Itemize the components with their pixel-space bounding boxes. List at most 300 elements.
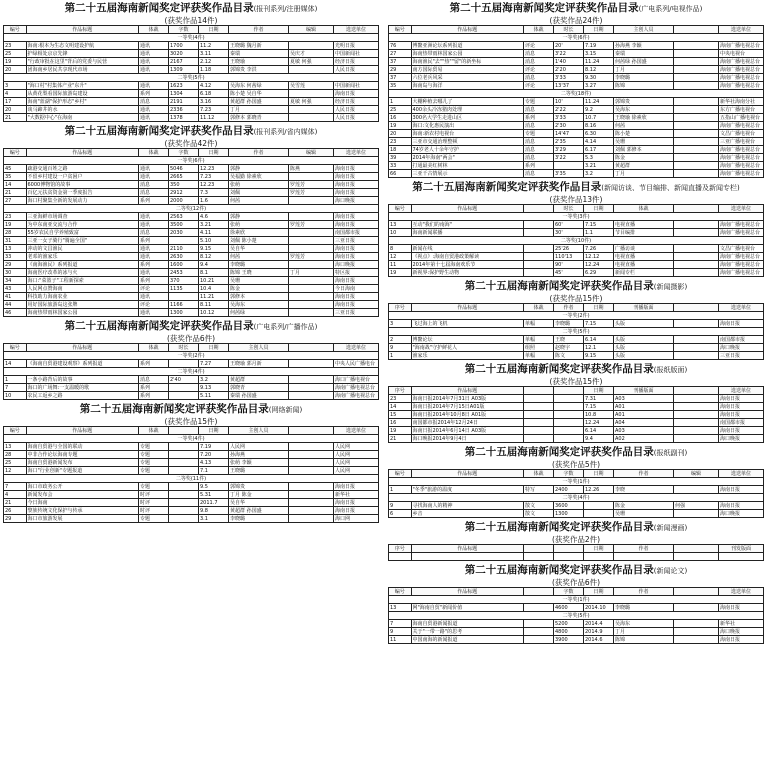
column-header: 刊播版面 (614, 304, 674, 312)
table-cell (554, 553, 584, 561)
table-cell: 2014.4 (584, 620, 614, 628)
table-row (389, 114, 764, 122)
table-cell: 3'33 (554, 114, 584, 122)
table-cell: 8.1 (199, 269, 229, 277)
table-cell (289, 384, 334, 392)
table-row (389, 66, 764, 74)
table-cell: 中非合作论坛海南专题 (26, 451, 139, 459)
table-row (4, 277, 379, 285)
table-row (4, 221, 379, 229)
table-cell: 文昌广播电视台 (719, 130, 764, 138)
table-cell: 通讯 (139, 269, 169, 277)
column-header: 序号 (389, 545, 412, 553)
table-cell: 9 (389, 344, 412, 352)
table-cell: 海南日报 (334, 221, 379, 229)
table-cell: 系列 (139, 90, 169, 98)
column-header (524, 387, 554, 395)
table-cell: 1.18 (199, 66, 229, 74)
section-count: (获奖作品2件) (551, 535, 601, 544)
table-cell (289, 443, 334, 451)
award-table (3, 25, 379, 122)
table-header-row (389, 545, 764, 553)
table-row (389, 320, 764, 328)
table-cell: 王晓璐 魏月新 (229, 42, 289, 50)
table-cell: 1166 (169, 301, 199, 309)
table-cell (169, 293, 199, 301)
table-cell: 5.3 (584, 154, 614, 162)
table-cell: 夏敏 何强 (289, 58, 334, 66)
table-cell: 1.6 (199, 197, 229, 205)
table-cell: 7 (4, 483, 27, 491)
table-cell: 南国都市报 (334, 229, 379, 237)
table-cell: 中国新闻社 (334, 82, 379, 90)
table-cell: 人民网 (334, 467, 379, 475)
table-cell: 黄超群 (229, 376, 289, 384)
table-cell: 3'22 (554, 50, 584, 58)
column-header (524, 588, 554, 596)
column-header: 日期 (584, 545, 614, 553)
table-cell: 4.12 (199, 82, 229, 90)
table-cell: 31 (4, 237, 27, 245)
table-cell: 1623 (169, 82, 199, 90)
table-cell: 4.11 (199, 229, 229, 237)
table-cell: 李晓璐 (614, 74, 674, 82)
table-cell: 三亚千古情展示 (411, 170, 524, 178)
table-cell: 吴雪莲 (289, 82, 334, 90)
table-cell: 网"海南自贸"新闻价值 (411, 604, 524, 612)
table-cell: 丁月 (614, 170, 674, 178)
table-cell: 消息 (524, 122, 554, 130)
table-row (389, 42, 764, 50)
table-cell: 43 (4, 285, 27, 293)
table-cell: 海南广播电视总台 (719, 162, 764, 170)
table-cell: 评论 (524, 66, 554, 74)
table-cell (554, 395, 584, 403)
table-cell: 消息 (139, 181, 169, 189)
table-cell (289, 459, 334, 467)
table-cell: 黄超群 (614, 162, 674, 170)
table-cell: 单幅 (524, 352, 554, 360)
table-cell: 海南广播电视总台 (719, 154, 764, 162)
column-header: 作品标题 (411, 205, 524, 213)
table-cell (674, 98, 719, 106)
table-cell: 3900 (554, 636, 584, 644)
table-row (389, 245, 764, 253)
table-cell: 21 (4, 189, 27, 197)
table-cell: 吴庆才 (289, 50, 334, 58)
table-header-row (389, 205, 764, 213)
table-cell: 专题 (139, 467, 169, 475)
table-row (4, 451, 379, 459)
section-category: (报纸版面) (653, 366, 688, 374)
table-cell (169, 360, 199, 368)
table-cell (584, 510, 614, 518)
table-cell (674, 50, 719, 58)
table-cell: 26 (4, 507, 27, 515)
table-cell: 9.4 (199, 261, 229, 269)
table-cell: 三亚市交通治理整顿 (411, 138, 524, 146)
table-cell (674, 245, 719, 253)
table-cell: 3'35 (554, 170, 584, 178)
table-cell: 7 (4, 384, 27, 392)
column-header: 编号 (4, 344, 27, 352)
column-header (289, 344, 334, 352)
table-cell (289, 467, 334, 475)
table-cell: 消息 (139, 229, 169, 237)
table-cell (674, 42, 719, 50)
table-row (389, 74, 764, 82)
table-cell: 吴海东 (614, 620, 674, 628)
table-row (4, 293, 379, 301)
table-cell: 组照 (524, 344, 554, 352)
table-cell: 2110 (169, 245, 199, 253)
table-cell: 徐素欣 (229, 229, 289, 237)
table-cell: 通讯 (139, 221, 169, 229)
table-cell: 孙海燕 (229, 451, 289, 459)
table-cell: 海南日报 (334, 213, 379, 221)
table-cell: 海南渔民"去""热""留"的新坐标 (411, 58, 524, 66)
table-cell: 人民日报 (334, 66, 379, 74)
table-cell: 三亚日报 (334, 237, 379, 245)
table-row (389, 344, 764, 352)
table-row (4, 499, 379, 507)
table-cell: 11.2 (199, 42, 229, 50)
column-header: 作品标题 (26, 427, 139, 435)
table-cell: 28 (4, 229, 27, 237)
award-table (3, 343, 379, 400)
table-cell: 66 (389, 170, 412, 178)
table-cell: 陈文 (554, 352, 584, 360)
table-cell: 2167 (169, 58, 199, 66)
table-cell: 评论 (139, 301, 169, 309)
table-cell: 李晓璐 (229, 515, 289, 523)
table-cell: 1 (4, 376, 27, 384)
table-cell: 海南自贸港新闻报道 (411, 620, 524, 628)
table-cell: 1 (389, 352, 412, 360)
table-cell: 系列 (139, 277, 169, 285)
table-cell (674, 320, 719, 328)
table-cell: 12.12 (584, 253, 614, 261)
table-cell (554, 427, 584, 435)
table-cell: 疏港交通百姓之路 (26, 165, 139, 173)
table-cell: 何茜 (229, 197, 289, 205)
table-cell: 2014.10 (584, 604, 614, 612)
table-cell (674, 261, 719, 269)
table-cell: 张萌 (229, 221, 289, 229)
column-header: 编号 (389, 588, 412, 596)
table-cell: 通讯 (139, 82, 169, 90)
table-cell: 海口网 (334, 515, 379, 523)
table-cell: 海南热带雨林国家公园 (26, 309, 139, 317)
table-cell: 博鳌论坛 (411, 336, 524, 344)
table-cell: 6000博物馆的故事 (26, 181, 139, 189)
table-cell: 通讯 (139, 106, 169, 114)
table-cell (169, 443, 199, 451)
table-cell (289, 197, 334, 205)
table-cell: 夏敏 何强 (289, 98, 334, 106)
column-header: 作品标题 (26, 26, 139, 34)
table-cell: 9.15 (199, 245, 229, 253)
table-cell: 秦瑞 孙国盛 (229, 392, 289, 400)
table-cell: 海口晚报 (719, 510, 764, 518)
table-cell: 陈金 (614, 154, 674, 162)
table-row (4, 352, 379, 360)
table-cell: 9.4 (584, 435, 614, 443)
section-count: (获奖作品5件) (551, 460, 601, 469)
table-cell (524, 427, 554, 435)
table-cell: 李晓璐 (614, 604, 674, 612)
table-cell (289, 277, 334, 285)
table-cell: 通讯 (139, 66, 169, 74)
table-cell (674, 162, 719, 170)
table-cell: 吴珊 (614, 510, 674, 518)
table-cell: 渔家乐 (411, 352, 524, 360)
table-cell: 23 (389, 138, 412, 146)
prize-band: 二等奖(11件) (4, 475, 379, 483)
table-cell: 9 (389, 628, 412, 636)
table-cell: 海南日报 (334, 90, 379, 98)
table-row (389, 435, 764, 443)
table-cell: 3.1 (199, 515, 229, 523)
table-cell: 海南新闻联播 (411, 229, 524, 237)
column-header: 编号 (389, 205, 412, 213)
table-cell: 李晓璐 (554, 320, 584, 328)
table-cell: 三亚日报 (719, 352, 764, 360)
table-row (389, 419, 764, 427)
table-cell: "冬季"旅游的温度 (411, 486, 524, 494)
table-cell: 海南日报 (334, 181, 379, 189)
table-row (389, 130, 764, 138)
column-header: 作品标题 (411, 588, 524, 596)
section-title (3, 320, 379, 334)
table-cell: 丁月 (614, 66, 674, 74)
prize-band: 一等奖(4件) (4, 34, 379, 42)
section-title (388, 280, 764, 294)
column-header: 作者 (554, 304, 584, 312)
table-cell: 海南广播电视总台 (719, 146, 764, 154)
table-cell (524, 229, 554, 237)
table-row (389, 636, 764, 644)
table-cell: 12.23 (199, 165, 229, 173)
table-row (4, 309, 379, 317)
table-cell: 3'22 (554, 154, 584, 162)
table-cell: 特区报 (334, 269, 379, 277)
table-cell: 郭静 (229, 213, 289, 221)
section-title (3, 125, 379, 139)
column-header (674, 545, 719, 553)
table-cell: 74岁老人十余年守护 (411, 146, 524, 154)
table-cell: 郭修本 (229, 293, 289, 301)
table-cell: 新华社 (334, 491, 379, 499)
table-cell: 海南日报 (334, 293, 379, 301)
table-cell: 大棚种植去哪儿了 (411, 98, 524, 106)
table-cell: 专题 (139, 451, 169, 459)
table-cell: 丁月 (614, 628, 674, 636)
table-row (389, 90, 764, 98)
table-row (389, 502, 764, 510)
table-cell: 海南自贸港新闻发布 (26, 459, 139, 467)
table-cell (674, 427, 719, 435)
table-cell: 20 (4, 106, 27, 114)
column-header: 体裁 (139, 427, 169, 435)
column-header: 字数 (554, 588, 584, 596)
table-cell: 2014.9 (584, 628, 614, 636)
column-header: 刊播版面 (614, 387, 674, 395)
table-cell: 7.19 (584, 42, 614, 50)
table-row (389, 553, 764, 561)
section-title-text: 第二十五届海南新闻奖定评获奖作品目录 (64, 320, 254, 332)
table-cell: 新闻专栏 (614, 269, 674, 277)
table-cell: 飞过海上的飞机 (411, 320, 524, 328)
table-cell: 单幅 (524, 320, 554, 328)
table-cell: 3'33 (554, 74, 584, 82)
table-cell (674, 58, 719, 66)
column-header: 体裁 (524, 470, 554, 478)
table-header-row (4, 427, 379, 435)
table-cell: 25'26 (554, 245, 584, 253)
table-cell: 300名大学生走进山区 (411, 114, 524, 122)
table-cell: 29 (389, 66, 412, 74)
table-cell: 8.12 (584, 66, 614, 74)
column-header: 选送单位 (719, 205, 764, 213)
table-cell: 新华社 (719, 620, 764, 628)
table-header-row (4, 344, 379, 352)
table-cell: 33 (4, 253, 27, 261)
table-cell (289, 213, 334, 221)
column-header: 编号 (4, 149, 27, 157)
table-row (389, 411, 764, 419)
table-cell: 海口晚报2014年9月4日 (411, 435, 524, 443)
table-row (4, 197, 379, 205)
table-row (4, 74, 379, 82)
table-cell: 10' (554, 98, 584, 106)
column-header: 作者 (614, 545, 674, 553)
section-category: (新闻漫画) (653, 524, 688, 532)
table-cell (614, 553, 674, 561)
table-cell: 中央人民广播电台 (334, 360, 379, 368)
table-cell: 2336 (169, 106, 199, 114)
table-row (4, 360, 379, 368)
table-cell (674, 138, 719, 146)
section-count: (获奖作品15件) (549, 294, 603, 303)
column-header (674, 387, 719, 395)
table-cell: 海南日报 (719, 411, 764, 419)
table-cell: 秦瑞 (229, 50, 289, 58)
table-cell: 10.8 (584, 411, 614, 419)
table-row (389, 628, 764, 636)
table-cell: 海南日报2014年7月15日A01版 (411, 403, 524, 411)
table-cell: 19 (389, 427, 412, 435)
section-title (388, 521, 764, 535)
table-cell: 海南日报 (719, 395, 764, 403)
table-cell (674, 636, 719, 644)
table-cell (289, 229, 334, 237)
table-cell: 吴珊 (229, 277, 289, 285)
award-section (388, 181, 764, 277)
column-header: 选送单位 (334, 427, 379, 435)
award-table (3, 148, 379, 317)
table-cell (674, 229, 719, 237)
award-table (388, 544, 764, 561)
table-cell: 1 (389, 98, 412, 106)
table-cell: 3 (389, 320, 412, 328)
column-header: 日期 (584, 470, 614, 478)
column-header (554, 387, 584, 395)
table-cell: 11 (389, 261, 412, 269)
table-cell: 3500 (169, 221, 199, 229)
column-header: 编号 (389, 470, 412, 478)
table-cell: 陈金 (614, 502, 674, 510)
table-cell (524, 636, 554, 644)
table-cell: 陈燕 (289, 165, 334, 173)
table-cell: 今日海南 (334, 285, 379, 293)
table-cell: 李晓 (614, 486, 674, 494)
table-cell: 30' (554, 229, 584, 237)
table-cell: 1.1 (584, 229, 614, 237)
table-cell: 电视直播 (614, 261, 674, 269)
table-cell: 系列 (524, 162, 554, 170)
section-title-text: 第二十五届海南新闻奖定评获奖作品目录 (464, 446, 654, 458)
table-cell (674, 553, 719, 561)
table-cell: 2912 (169, 189, 199, 197)
table-cell: 海口市旅游发展 (26, 515, 139, 523)
table-row (4, 189, 379, 197)
column-header: 主创人员 (229, 344, 289, 352)
column-header: 体裁 (614, 205, 674, 213)
table-cell: 《海南自贸港建设观察》系列报道 (26, 360, 139, 368)
table-cell: 350 (169, 181, 199, 189)
table-cell: 76 (389, 42, 412, 50)
table-cell: 12.1 (584, 344, 614, 352)
table-cell: 2563 (169, 213, 199, 221)
table-cell (674, 82, 719, 90)
table-cell: 通讯 (139, 42, 169, 50)
table-row (389, 486, 764, 494)
table-cell (289, 515, 334, 523)
table-cell: 人民日报 (334, 106, 379, 114)
table-cell: A01 (614, 411, 674, 419)
table-cell: 消息 (524, 154, 554, 162)
column-header: 作品标题 (411, 387, 524, 395)
table-cell: 海口广播电视台 (334, 376, 379, 384)
table-cell: 郭锦贵 李洪 (229, 66, 289, 74)
table-cell (289, 491, 334, 499)
table-row (389, 427, 764, 435)
table-cell: 400余头冷冻猪肉处理 (411, 106, 524, 114)
table-cell: 3.21 (199, 221, 229, 229)
table-cell: 海口晚报 (719, 435, 764, 443)
table-cell (289, 451, 334, 459)
table-cell: 7.15 (584, 221, 614, 229)
table-cell: 7.31 (584, 395, 614, 403)
table-row (389, 269, 764, 277)
award-section (388, 280, 764, 360)
table-cell: 13 (389, 604, 412, 612)
table-cell: 专题 (139, 483, 169, 491)
table-cell: 人民网 (334, 443, 379, 451)
table-cell: 海南日报 (334, 253, 379, 261)
table-cell: 消息 (524, 146, 554, 154)
table-cell: 10 (4, 392, 27, 400)
column-header: 编号 (4, 26, 27, 34)
table-cell (674, 352, 719, 360)
table-cell: 16 (389, 419, 412, 427)
table-cell: 广播访谈 (614, 245, 674, 253)
table-cell: 海口村聚集全新的发展动力 (26, 197, 139, 205)
column-header: 作者 (229, 26, 289, 34)
prize-band: 一等奖(2件) (389, 312, 764, 320)
table-cell: 六位老兵风采 (411, 74, 524, 82)
